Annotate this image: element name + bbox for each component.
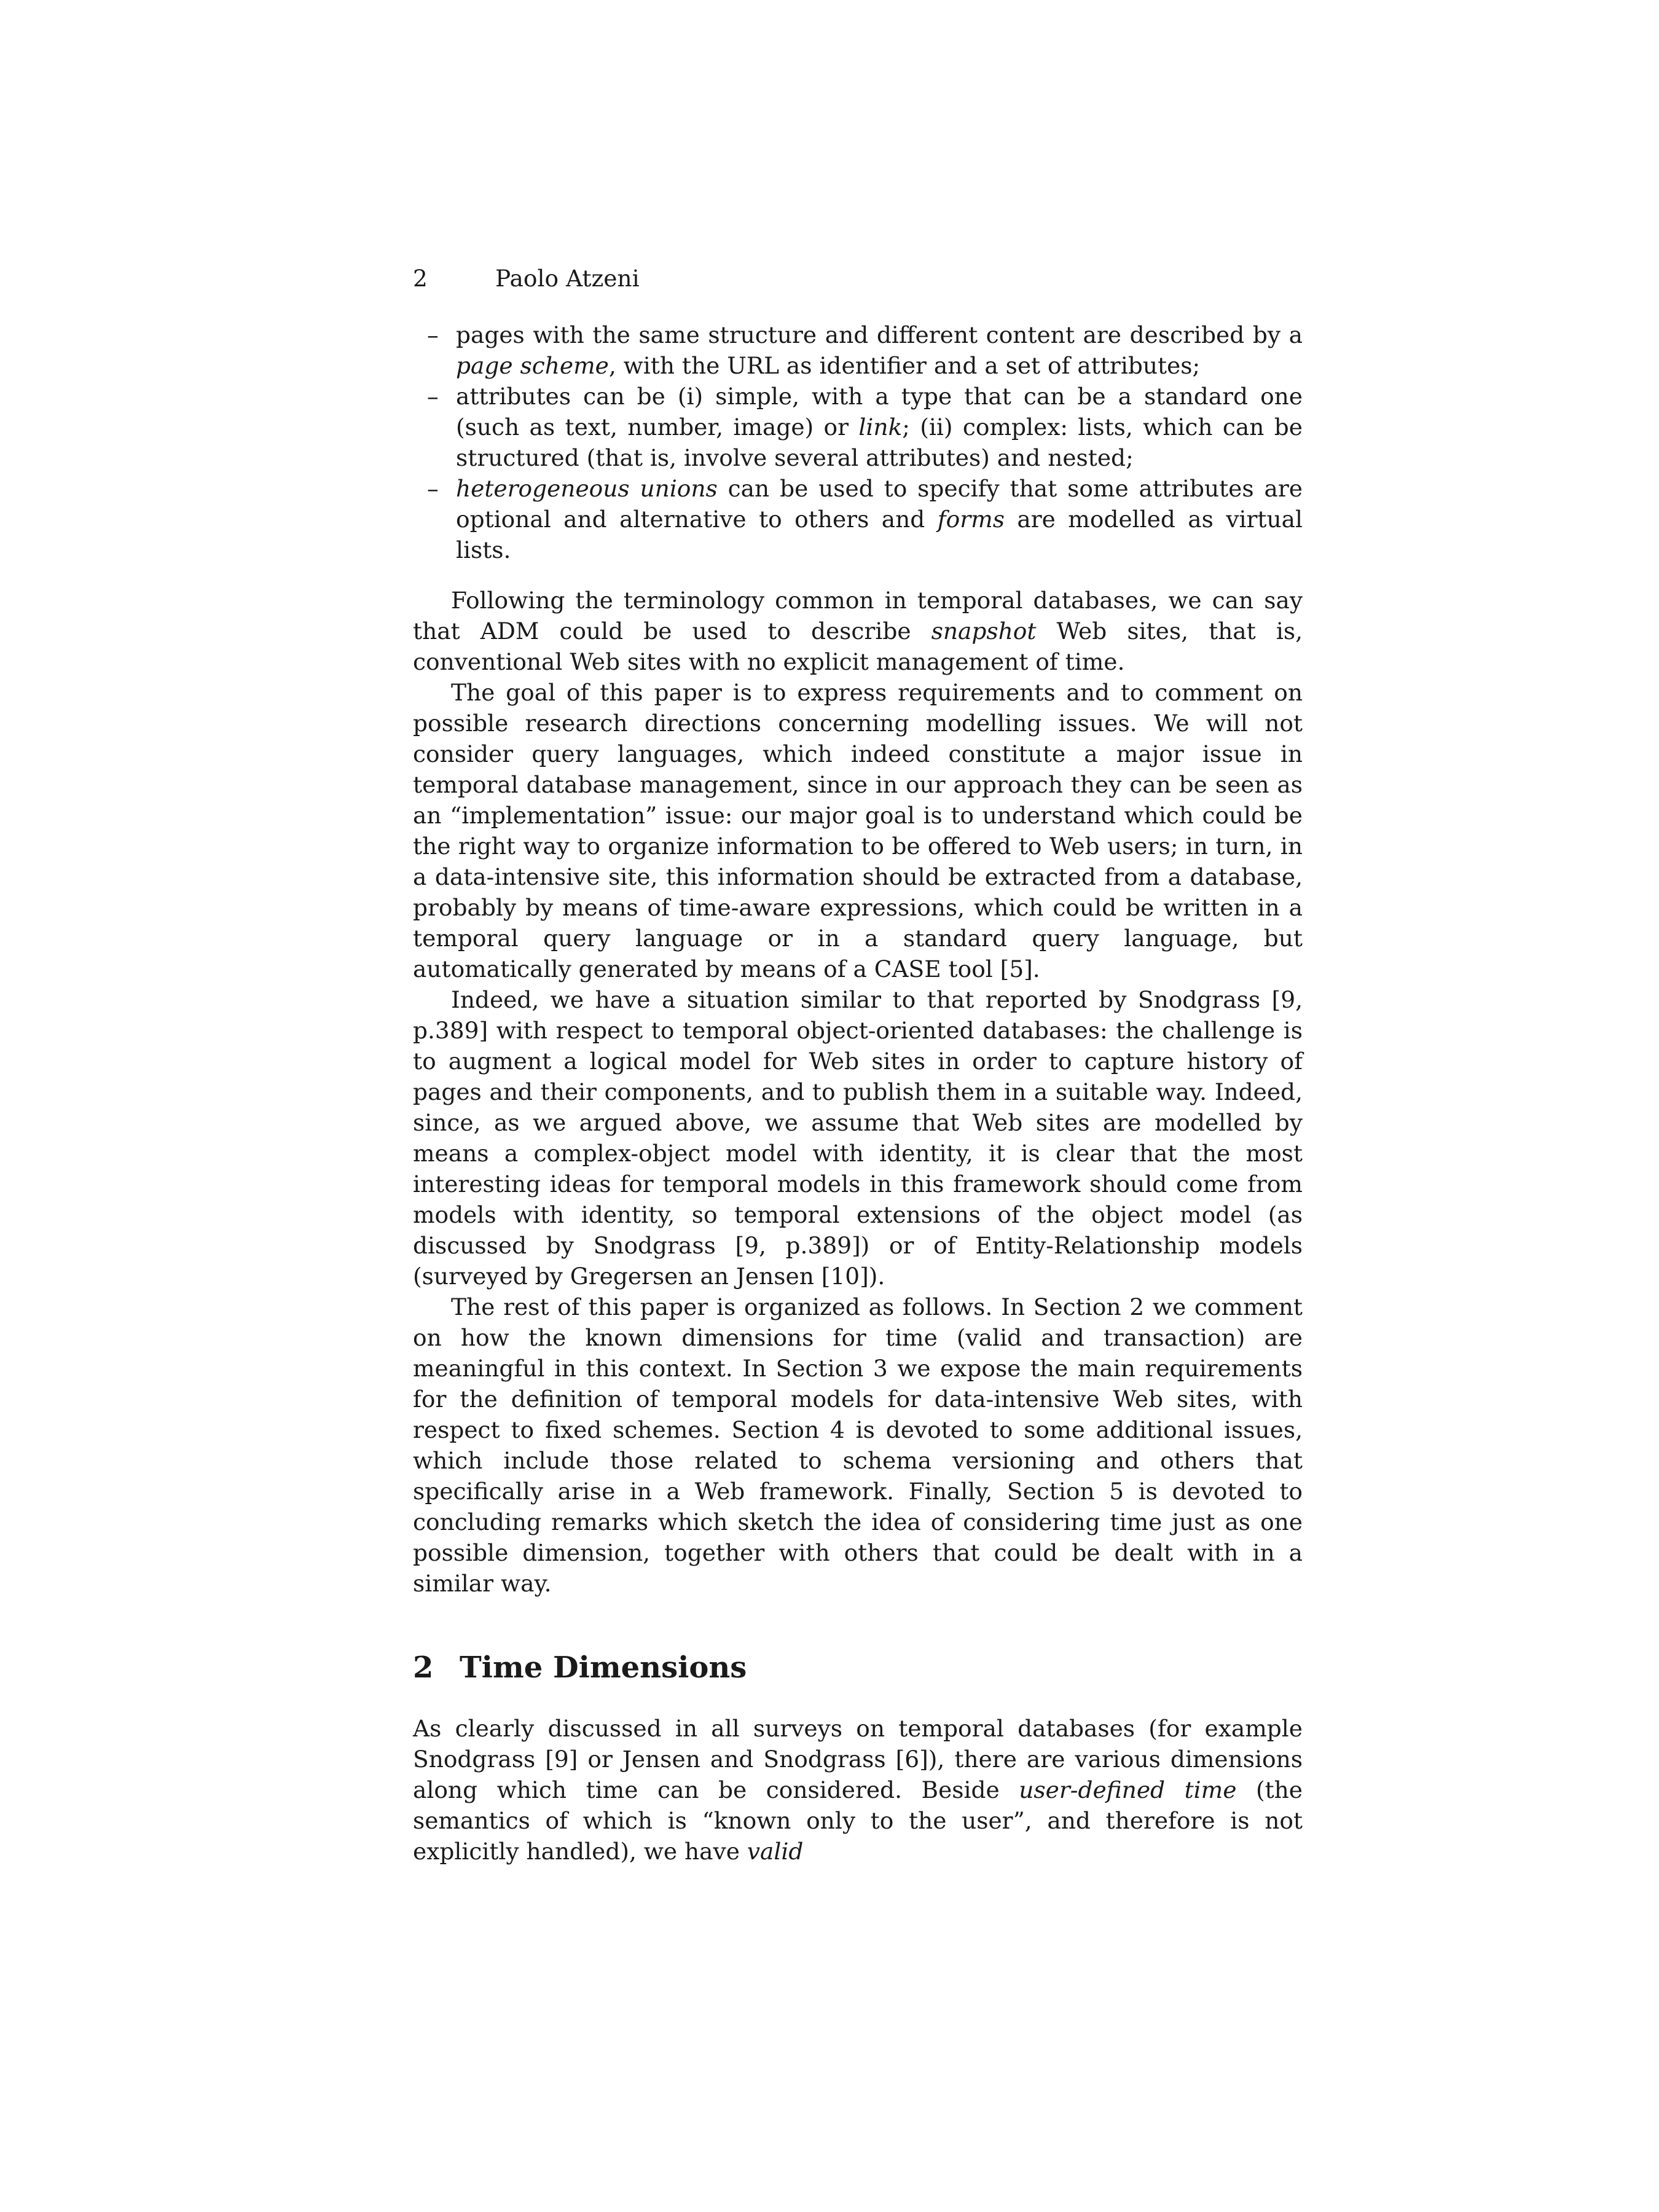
- section-number: 2: [413, 1650, 434, 1685]
- emphasis-text: user-defined time: [1019, 1776, 1237, 1803]
- paragraph-text: Web sites, that is, conventional Web sites with no explicit management of time.: [413, 618, 1303, 675]
- list-item-text: ; (ii) complex: lists, which can be structured (that is, involve several attributes) and nested;: [456, 414, 1303, 471]
- list-item-text: pages with the same structure and different content are described by a: [456, 321, 1303, 348]
- list-item: [427, 473, 1303, 565]
- list-item: [427, 381, 1303, 473]
- list-item-text: as identifier and a set of attributes;: [779, 352, 1201, 379]
- small-caps-text: URL: [727, 352, 779, 379]
- list-item-text: , with the: [608, 352, 728, 379]
- paragraph-text: (the semantics of which is “known only to the user”, and therefore is not explicitly handled), we have: [413, 1776, 1303, 1865]
- list-dash: –: [427, 475, 439, 502]
- running-head: [413, 263, 1303, 294]
- paragraph-time-dimensions: [413, 1713, 1303, 1867]
- paragraph-text: As clearly discussed in all surveys on temporal databases (for example Snodgrass [9] or Jensen and Snodgrass [6]), there are various dimensions along which time can be considered. Beside: [413, 1715, 1303, 1803]
- emphasis-text: forms: [937, 506, 1005, 533]
- emphasis-text: snapshot: [931, 618, 1037, 645]
- bullet-list: [413, 320, 1303, 565]
- emphasis-text: page scheme: [456, 352, 609, 379]
- list-item: [427, 320, 1303, 381]
- paragraph-snapshot: [413, 585, 1303, 677]
- emphasis-text: valid: [747, 1838, 804, 1865]
- list-item-text: attributes can be (i) simple, with a type that can be a standard one (such as text, number, image) or: [456, 383, 1303, 441]
- list-dash: –: [427, 383, 439, 410]
- paper-page: [413, 263, 1303, 1867]
- emphasis-text: heterogeneous unions: [456, 475, 718, 502]
- section-heading: [413, 1649, 1303, 1686]
- paragraph-goal: The goal of this paper is to express requirements and to comment on possible research directions concerning modelling issues. We will not consider query languages, which indeed constitute a major issue in temporal database management, since in our approach they can be seen as an “implementation” issue: our major goal is to understand which could be the right way to organize information to be offered to Web users; in turn, in a data-intensive site, this information should be extracted from a database, probably by means of time-aware expressions, which could be written in a temporal query language or in a standard query language, but automatically generated by means of a CASE tool [5].: [413, 679, 1303, 982]
- section-title: Time Dimensions: [460, 1650, 747, 1685]
- emphasis-text: link: [858, 414, 903, 441]
- paragraph-text: Following the terminology common in temporal databases, we can say that ADM could be used to describe: [413, 587, 1303, 645]
- list-dash: –: [427, 321, 439, 348]
- paragraph-organization: The rest of this paper is organized as follows. In Section 2 we comment on how the known dimensions for time (valid and transaction) are meaningful in this context. In Section 3 we expose the main requirements for the definition of temporal models for data-intensive Web sites, with respect to fixed schemes. Section 4 is devoted to some additional issues, which include those related to schema versioning and others that specifically arise in a Web framework. Finally, Section 5 is devoted to concluding remarks which sketch the idea of considering time just as one possible dimension, together with others that could be dealt with in a similar way.: [413, 1293, 1303, 1597]
- running-head-author: Paolo Atzeni: [495, 265, 640, 292]
- paragraph-snodgrass: Indeed, we have a situation similar to that reported by Snodgrass [9, p.389] with respect to temporal object-oriented databases: the challenge is to augment a logical model for Web sites in order to capture history of pages and their components, and to publish them in a suitable way. Indeed, since, as we argued above, we assume that Web sites are modelled by means a complex-object model with identity, it is clear that the most interesting ideas for temporal models in this framework should come from models with identity, so temporal extensions of the object model (as discussed by Snodgrass [9, p.389]) or of Entity-Relationship models (surveyed by Gregersen an Jensen [10]).: [413, 986, 1303, 1290]
- list-item-text: can be used to specify that some attributes are optional and alternative to others and: [456, 475, 1303, 533]
- list-item-text: are modelled as virtual lists.: [456, 506, 1303, 563]
- page-number: 2: [413, 265, 428, 292]
